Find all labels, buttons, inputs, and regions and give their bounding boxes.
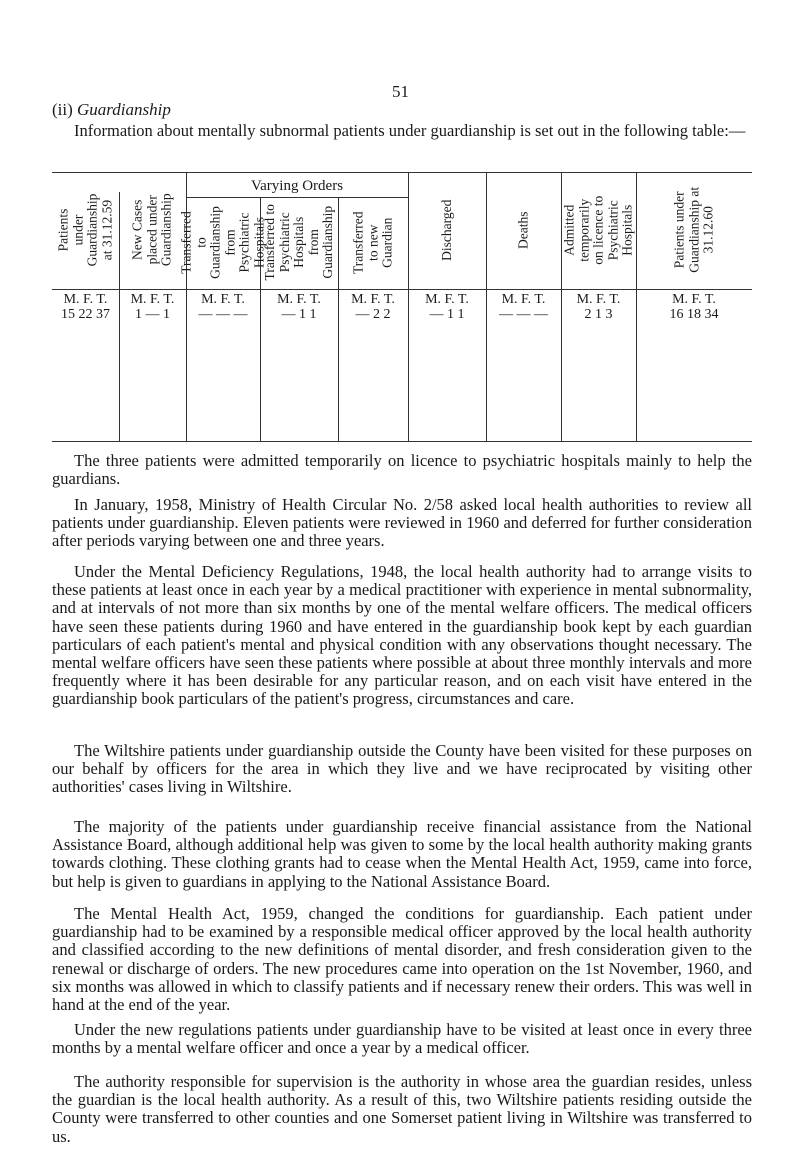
col-header: Transferred to Guardianship from Psychiatric Hospitals — [178, 206, 266, 279]
table-cell: M. F. T. — 1 1 — [425, 292, 469, 322]
paragraph: The authority responsible for supervision is the authority in whose area the guardian resides, unless the guardian is the local health authority. As a result of this, two Wiltshire patients residing outside the County were transferred to other counties and one Somerset patient living in Wiltshire was transferred to us. — [52, 1072, 752, 1146]
col-header: New Cases placed under Guardianship — [129, 193, 174, 267]
table-cell: M. F. T. 1 — 1 — [130, 292, 175, 322]
table-cell: M. F. T. 2 1 3 — [576, 292, 621, 322]
section-title: Guardianship — [77, 100, 171, 119]
col-header: Transferred to Psychiatric Hospitals from Guardianship — [261, 204, 335, 281]
paragraph: The three patients were admitted temporarily on licence to psychiatric hospitals mainly to help the guardians. — [52, 451, 752, 489]
col-header: Admitted temporarily on licence to Psychiatric Hospitals — [561, 195, 635, 265]
page-number: 51 — [392, 82, 409, 101]
guardianship-table — [52, 172, 752, 442]
table-cell: M. F. T. 16 18 34 — [669, 292, 719, 322]
varying-orders-header: Varying Orders — [250, 178, 344, 194]
header-bottom-rule — [52, 289, 752, 290]
table-cell: M. F. T. — 1 1 — [277, 292, 321, 322]
table-bottom-rule — [52, 441, 752, 442]
table-cell: M. F. T. — — — — [198, 292, 248, 322]
section-number: (ii) — [52, 100, 73, 119]
col-header: Patients under Guardianship at 31.12.60 — [671, 187, 716, 273]
table-cell: M. F. T. — 2 2 — [351, 292, 395, 322]
table-cell: M. F. T. 15 22 37 — [61, 292, 110, 322]
paragraph: Under the new regulations patients under guardianship have to be visited at least once in every three months by a mental welfare officer and once a year by a medical officer. — [52, 1020, 752, 1058]
paragraph: The Wiltshire patients under guardianship outside the County have been visited for these purposes on our behalf by officers for the area in which they live and we have reciprocated by visiting other authorities' cases living in Wiltshire. — [52, 741, 752, 797]
col-header: Deaths — [515, 211, 531, 249]
col-header: Transferred to new Guardian — [350, 211, 395, 274]
col-header: Patients under Guardianship at 31.12.59 — [55, 193, 115, 267]
table-cell: M. F. T. — — — — [499, 292, 548, 322]
intro-text: Information about mentally subnormal patients under guardianship is set out in the following table:— — [74, 121, 746, 140]
intro-paragraph — [52, 122, 752, 140]
paragraph: The majority of the patients under guardianship receive financial assistance from the National Assistance Board, although additional help was given to some by the local health authority making grants towards clothing. These clothing grants had to cease when the Mental Health Act, 1959, came into force, but help is given to guardians in applying to the National Assistance Board. — [52, 817, 752, 891]
section-heading — [52, 100, 171, 120]
paragraph: The Mental Health Act, 1959, changed the conditions for guardianship. Each patient under guardianship had to be examined by a responsible medical officer approved by the local health authority and classified according to the new definitions of mental disorder, and fresh consideration given to the renewal or discharge of orders. The new procedures came into operation on the 1st November, 1960, and six months was allowed in which to classify patients and if necessary renew their orders. This was well in hand at the end of the year. — [52, 904, 752, 1015]
col-header: Discharged — [438, 199, 454, 261]
paragraph: Under the Mental Deficiency Regulations, 1948, the local health authority had to arrange visits to these patients at least once in each year by a medical practitioner with experience in mental subnormality, and at intervals of not more than six months by one of the mental welfare officers. The medical officers have seen these patients during 1960 and have entered in the guardianship book kept by each guardian particulars of each patient's mental and physical condition with any observations thought necessary. The mental welfare officers have seen these patients where possible at about three monthly intervals and more frequently where it has been desirable for any particular reason, and on each visit have entered in the guardianship book particulars of the patient's progress, circumstances and care. — [52, 562, 752, 709]
paragraph: In January, 1958, Ministry of Health Circular No. 2/58 asked local health authorities to review all patients under guardianship. Eleven patients were reviewed in 1960 and deferred for further consideration after periods varying between one and three years. — [52, 495, 752, 551]
